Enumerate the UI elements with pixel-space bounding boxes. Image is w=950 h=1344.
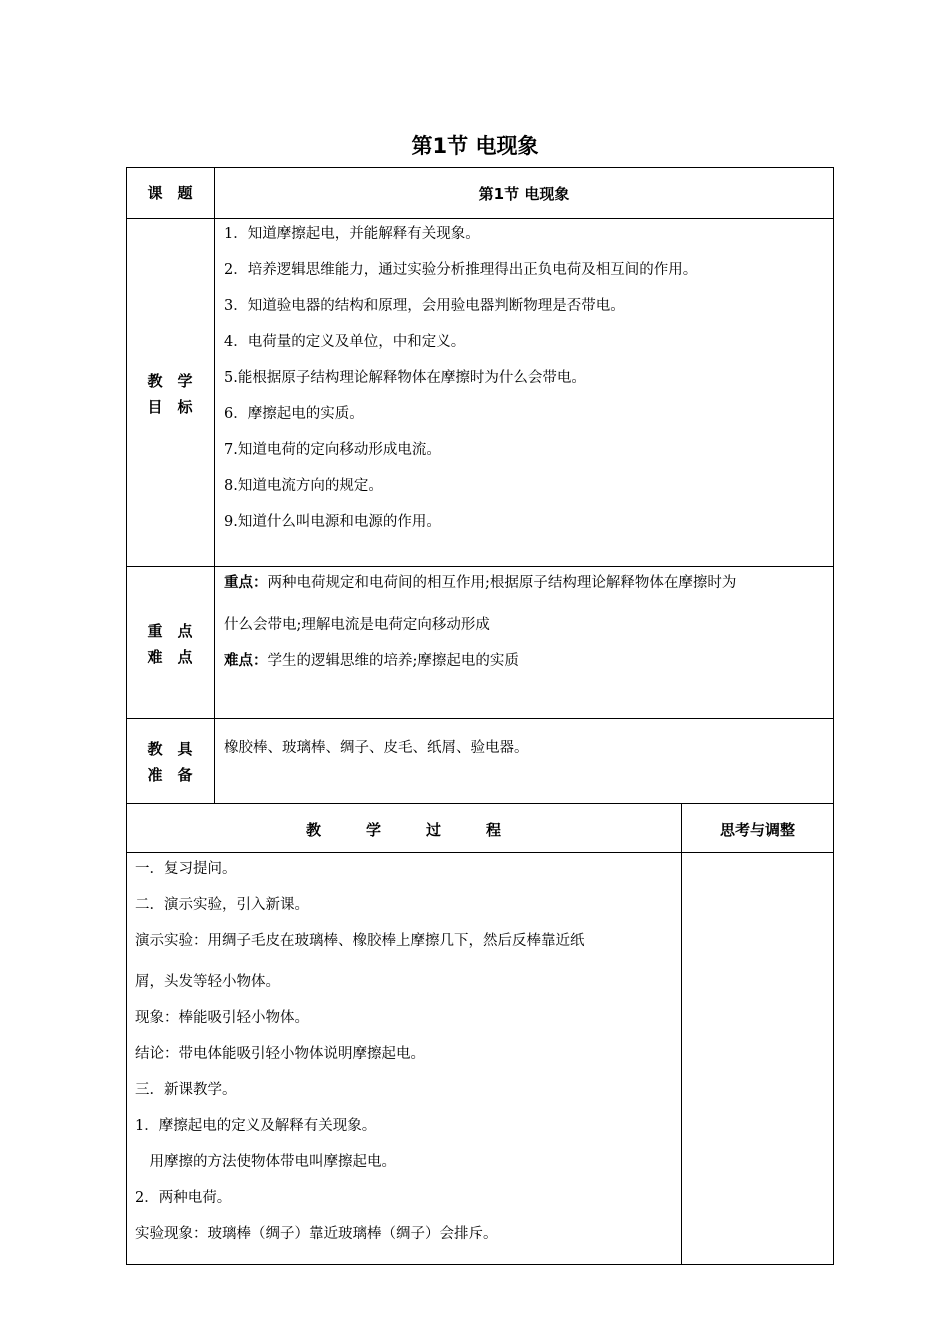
- process-line: 1．摩擦起电的定义及解释有关现象。: [135, 1118, 377, 1134]
- difficulty-line: [224, 649, 519, 670]
- process-line: 一．复习提问。: [135, 861, 237, 877]
- goal-item: 1．知道摩擦起电，并能解释有关现象。: [224, 226, 480, 242]
- difficulty-prefix: 难点：: [224, 653, 268, 669]
- topic-label: 课 题: [147, 184, 193, 202]
- tools-label: [126, 736, 214, 788]
- key-text-1: 两种电荷规定和电荷间的相互作用;根据原子结构理论解释物体在摩擦时为: [267, 575, 737, 591]
- key-point-line: 什么会带电;理解电流是电荷定向移动形成: [224, 617, 490, 633]
- key-label-line2: 难 点: [147, 648, 193, 666]
- goal-item: 8.知道电流方向的规定。: [224, 478, 383, 494]
- table-rule: [681, 803, 682, 1265]
- goals-label: [126, 368, 214, 420]
- process-line: 2．两种电荷。: [135, 1190, 232, 1206]
- goals-label-line1: 教 学: [147, 372, 193, 390]
- process-line: 演示实验：用绸子毛皮在玻璃棒、橡胶棒上摩擦几下，然后反棒靠近纸: [135, 933, 585, 949]
- table-rule: [126, 803, 834, 804]
- table-rule: [214, 167, 215, 803]
- topic-value: 第1节 电现象: [478, 185, 570, 203]
- goal-item: 2．培养逻辑思维能力，通过实验分析推理得出正负电荷及相互间的作用。: [224, 262, 698, 278]
- table-rule: [126, 566, 834, 567]
- process-line: 三．新课教学。: [135, 1082, 237, 1098]
- table-rule: [126, 718, 834, 719]
- tools-label-line2: 准 备: [147, 766, 193, 784]
- process-line: 二．演示实验，引入新课。: [135, 897, 309, 913]
- reflect-header: 思考与调整: [719, 821, 795, 839]
- process-line: 用摩擦的方法使物体带电叫摩擦起电。: [135, 1154, 396, 1170]
- tools-label-line1: 教 具: [147, 740, 193, 758]
- goal-item: 4．电荷量的定义及单位，中和定义。: [224, 334, 466, 350]
- goal-item: 6．摩擦起电的实质。: [224, 406, 364, 422]
- goal-item: 5.能根据原子结构理论解释物体在摩擦时为什么会带电。: [224, 370, 586, 386]
- table-rule: [126, 218, 834, 219]
- process-header: 教 学 过 程: [305, 821, 501, 839]
- goal-item: 7.知道电荷的定向移动形成电流。: [224, 442, 441, 458]
- process-line: 实验现象：玻璃棒（绸子）靠近玻璃棒（绸子）会排斥。: [135, 1226, 498, 1242]
- tools-text: 橡胶棒、玻璃棒、绸子、皮毛、纸屑、验电器。: [224, 740, 529, 756]
- difficulty-text: 学生的逻辑思维的培养;摩擦起电的实质: [267, 653, 519, 669]
- key-prefix: 重点：: [224, 575, 268, 591]
- key-label-line1: 重 点: [147, 622, 193, 640]
- process-line: 现象：棒能吸引轻小物体。: [135, 1010, 309, 1026]
- table-rule: [126, 852, 834, 853]
- page-title: 第1节 电现象: [411, 134, 539, 158]
- goal-item: 9.知道什么叫电源和电源的作用。: [224, 514, 441, 530]
- key-point-line: [224, 571, 736, 592]
- process-line: 屑，头发等轻小物体。: [135, 974, 280, 990]
- goals-label-line2: 目 标: [147, 398, 193, 416]
- key-points-label: [126, 618, 214, 670]
- goal-item: 3．知道验电器的结构和原理，会用验电器判断物理是否带电。: [224, 298, 625, 314]
- process-line: 结论：带电体能吸引轻小物体说明摩擦起电。: [135, 1046, 425, 1062]
